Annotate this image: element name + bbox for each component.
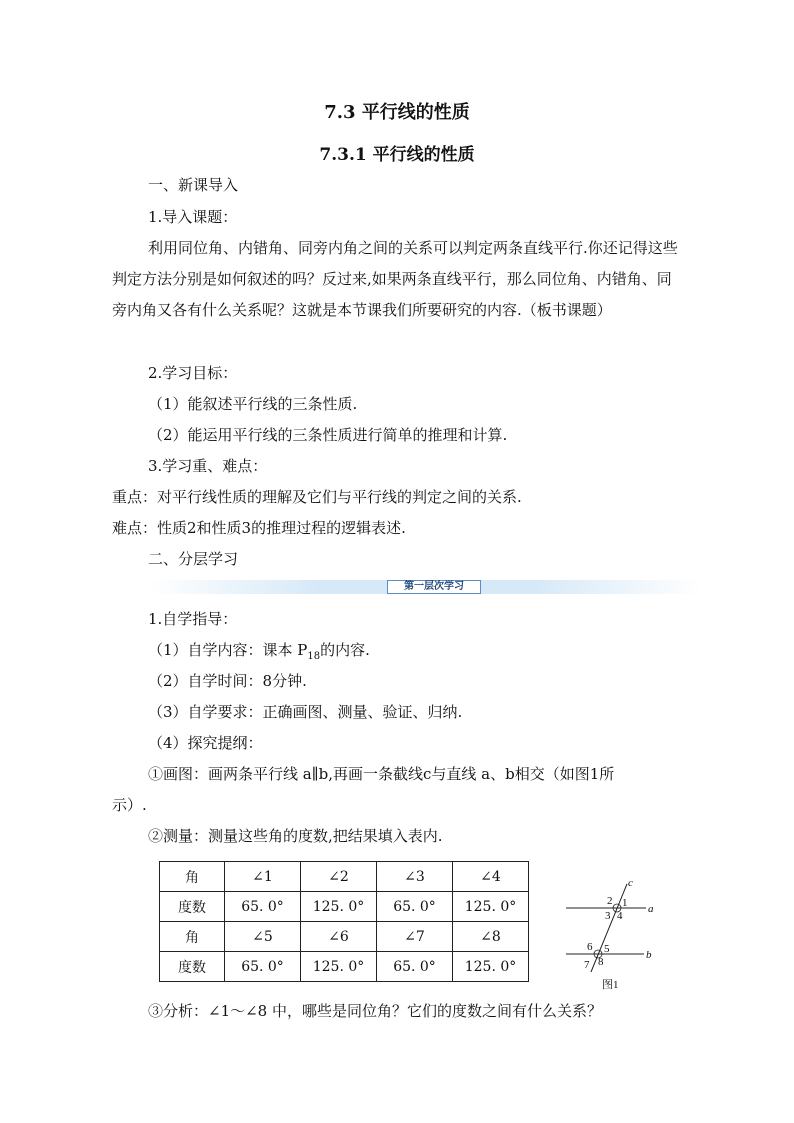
table-row xyxy=(160,922,529,952)
line-a-label: a xyxy=(648,903,654,915)
angle-label: 8 xyxy=(598,956,604,968)
figure-caption: 图1 xyxy=(602,979,619,991)
table-cell: 125. 0° xyxy=(301,952,377,982)
self-study-heading: 1.自学指导： xyxy=(148,610,238,628)
angle-label: 2 xyxy=(607,895,613,907)
page-title: 7.3 平行线的性质 xyxy=(324,102,470,123)
key-point: 重点：对平行线性质的理解及它们与平行线的判定之间的关系. xyxy=(112,488,522,506)
table-cell: 65. 0° xyxy=(377,952,453,982)
table-cell: ∠3 xyxy=(377,862,453,892)
angle-label: 7 xyxy=(584,959,590,971)
angle-table xyxy=(159,861,529,982)
table-cell: ∠2 xyxy=(301,862,377,892)
step-2: ②测量：测量这些角的度数,把结果填入表内. xyxy=(148,827,443,845)
study-item-4: （4）探究提纲： xyxy=(148,734,263,752)
step-1-line-1: ①画图：画两条平行线 a∥b,再画一条截线c与直线 a、b相交（如图1所 xyxy=(148,765,615,783)
step-3: ③分析：∠1～∠8 中，哪些是同位角？它们的度数之间有什么关系？ xyxy=(148,1002,602,1020)
table-cell: ∠6 xyxy=(301,922,377,952)
table-cell: ∠7 xyxy=(377,922,453,952)
difficult-point: 难点：性质2和性质3的推理过程的逻辑表述. xyxy=(112,519,406,537)
table-row xyxy=(160,892,529,922)
angle-label: 1 xyxy=(622,897,628,909)
table-cell: 角 xyxy=(160,922,225,952)
table-cell: ∠8 xyxy=(453,922,529,952)
table-cell: 度数 xyxy=(160,952,225,982)
table-cell: 65. 0° xyxy=(225,952,301,982)
angle-label: 4 xyxy=(617,910,623,922)
table-cell: 125. 0° xyxy=(453,952,529,982)
parallel-lines-figure xyxy=(560,872,670,997)
angle-label: 6 xyxy=(587,941,593,953)
table-cell: ∠4 xyxy=(453,862,529,892)
table-row xyxy=(160,952,529,982)
intro-heading: 1.导入课题： xyxy=(148,208,238,226)
table-cell: 125. 0° xyxy=(453,892,529,922)
angle-label: 3 xyxy=(605,910,611,922)
line-b-label: b xyxy=(646,949,652,961)
goal-2: （2）能运用平行线的三条性质进行简单的推理和计算. xyxy=(148,426,508,444)
table-row xyxy=(160,862,529,892)
table-cell: ∠5 xyxy=(225,922,301,952)
intro-paragraph: 利用同位角、内错角、同旁内角之间的关系可以判定两条直线平行.你还记得这些判定方法分别是如何叙述的吗？反过来,如果两条直线平行，那么同位角、内错角、同旁内角又各有什么关系呢？这就是本节课我们所要研究的内容.（板书课题） xyxy=(112,239,678,319)
table-cell: 65. 0° xyxy=(377,892,453,922)
study-item-2: （2）自学时间：8分钟. xyxy=(148,672,307,690)
table-cell: 度数 xyxy=(160,892,225,922)
study-item-1-page: 18 xyxy=(307,651,321,662)
line-c-label: c xyxy=(628,877,633,889)
banner-label: 第一层次学习 xyxy=(387,580,481,594)
study-item-1-suffix: 的内容. xyxy=(320,641,370,659)
study-item-3: （3）自学要求：正确画图、测量、验证、归纳. xyxy=(148,703,463,721)
table-cell: ∠1 xyxy=(225,862,301,892)
goals-heading: 2.学习目标： xyxy=(148,364,238,382)
step-1-line-2: 示）. xyxy=(112,796,147,814)
angle-label: 5 xyxy=(604,943,610,955)
section-heading-layered: 二、分层学习 xyxy=(148,550,239,568)
study-item-1 xyxy=(148,639,728,668)
table-cell: 角 xyxy=(160,862,225,892)
key-heading: 3.学习重、难点： xyxy=(148,457,268,475)
study-item-1-prefix: （1）自学内容：课本 P xyxy=(148,641,308,659)
goal-1: （1）能叙述平行线的三条性质. xyxy=(148,395,358,413)
table-cell: 125. 0° xyxy=(301,892,377,922)
section-heading-intro: 一、新课导入 xyxy=(148,176,239,194)
table-cell: 65. 0° xyxy=(225,892,301,922)
page-subtitle: 7.3.1 平行线的性质 xyxy=(319,145,475,165)
